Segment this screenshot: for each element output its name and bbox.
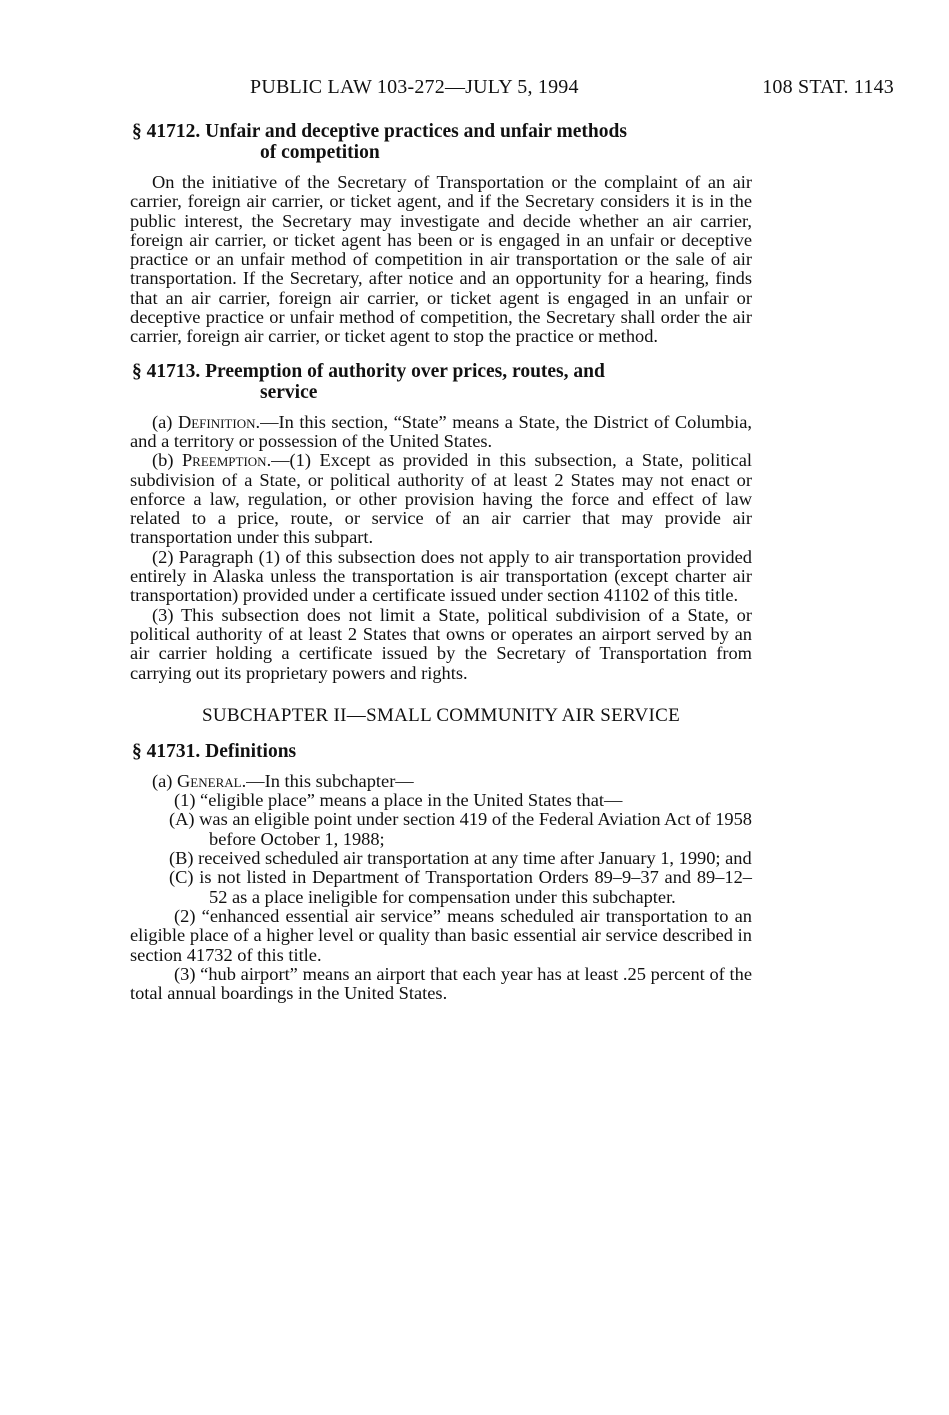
section-number: § 41713. — [132, 360, 201, 382]
definition-hub-airport: (3) “hub airport” means an airport that each year has at least .25 percent of the total annual boardings in the United States. — [130, 963, 752, 1004]
section-41712-heading — [130, 121, 752, 163]
section-title-continued: service — [260, 381, 318, 403]
header-public-law: PUBLIC LAW 103-272—JULY 5, 1994 — [250, 76, 579, 98]
section-title: Preemption of authority over prices, routes, and — [205, 360, 605, 382]
subchapter-heading: SUBCHAPTER II—SMALL COMMUNITY AIR SERVICE — [201, 704, 681, 726]
section-title: Definitions — [205, 740, 297, 762]
page-body — [130, 121, 752, 1003]
definition-eligible-place: (1) “eligible place” means a place in the United States that— — [174, 790, 623, 811]
section-41731-heading — [130, 741, 752, 762]
section-41713-heading — [130, 361, 752, 403]
running-header — [250, 76, 894, 99]
paragraph-b2: (2) Paragraph (1) of this subsection does not apply to air transportation provided entirely in Alaska unless the transportation is air transportation (except charter air transportation) provided under a certificate issued under section 41102 of this title. — [130, 546, 752, 606]
subsection-heading: Definition — [177, 411, 256, 432]
paragraph-b3: (3) This subsection does not limit a State, political subdivision of a State, or political authority of at least 2 States that owns or operates an airport served by an air carrier holding a certificate issued by the Secretary of Transportation from carrying out its proprietary powers and rights. — [130, 604, 752, 683]
subsection-heading: Preemption — [181, 450, 267, 471]
subsection-heading: General — [177, 770, 242, 791]
section-title: Unfair and deceptive practices and unfair methods — [205, 121, 627, 142]
section-number: § 41712. — [132, 121, 201, 142]
section-number: § 41731. — [132, 740, 201, 762]
subsection-b-preemption: (b) Preemption.—(1) Except as provided in this subsection, a State, political subdivision of a State, or political authority of at least 2 States may not enact or enforce a law, regulation, or other provision having the force and effect of law related to a price, route, or service of an air carrier that may provide air transportation under this subpart. — [130, 450, 752, 548]
clause-b: (B) received scheduled air transportation at any time after January 1, 1990; and — [169, 848, 752, 869]
clause-a: (A) was an eligible point under section 419 of the Federal Aviation Act of 1958 before October 1, 1988; — [169, 809, 752, 849]
definition-enhanced-essential-air-service: (2) “enhanced essential air service” means scheduled air transportation to an eligible place of a higher level or quality than basic essential air service described in section 41732 of this title. — [130, 905, 752, 965]
subsection-a-definition: (a) Definition.—In this section, “State” means a State, the District of Columbia, and a territory or possession of the United States. — [130, 411, 752, 451]
clause-c: (C) is not listed in Department of Transportation Orders 89–9–37 and 89–12–52 as a place ineligible for compensation under this subchapter. — [169, 867, 752, 907]
subsection-a-general: (a) General.—In this subchapter— — [152, 770, 414, 791]
section-41712-text: On the initiative of the Secretary of Transportation or the complaint of an air carrier, foreign air carrier, or ticket agent, and if the Secretary considers it is in the public interest, the Secretary may investigate and decide whether an air carrier, foreign air carrier, or ticket agent has been or is engaged in an unfair or deceptive practice or an unfair method of competition in air transportation or the sale of air transportation. If the Secretary, after notice and an opportunity for a hearing, finds that an air carrier, foreign air carrier, or ticket agent is engaged in an unfair or deceptive practice or unfair method of competition, the Secretary shall order the air carrier, foreign air carrier, or ticket agent to stop the practice or method. — [130, 172, 752, 347]
section-title-continued: of competition — [260, 142, 380, 163]
header-stat-page: 108 STAT. 1143 — [762, 76, 894, 98]
